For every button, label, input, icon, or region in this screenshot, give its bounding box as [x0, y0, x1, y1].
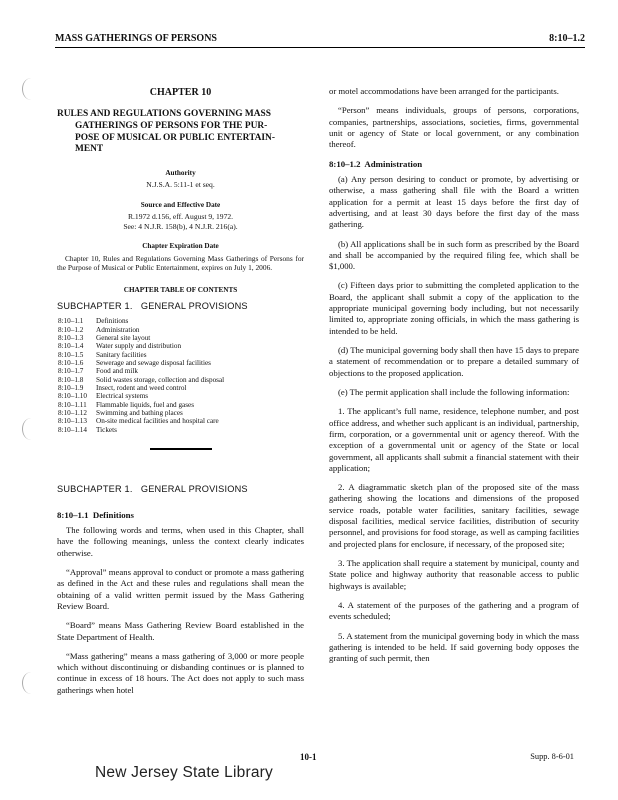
punch-hole-mark	[22, 418, 40, 440]
source-line: R.1972 d.156, eff. August 9, 1972.	[127, 212, 234, 222]
expiration-heading: Chapter Expiration Date	[142, 242, 219, 251]
paragraph: (b) All applications shall be in such form as prescribed by the Board and shall be accompanied by the required filing fee, which shall be $1,000.	[329, 238, 579, 272]
paragraph: (d) The municipal governing body shall then have 15 days to prepare a statement of recommendation or to prepare a detailed summary of objections to the proposed application.	[329, 345, 579, 378]
list-item: 4. A statement of the purposes of the gathering and a program of events scheduled;	[329, 599, 579, 622]
toc-entry: 8:10–1.12 Swimming and bathing places	[58, 409, 183, 418]
authority-text: N.J.S.A. 5:11-1 et seq.	[146, 180, 215, 190]
running-head-title: MASS GATHERINGS OF PERSONS	[55, 33, 217, 44]
source-line: See: 4 N.J.R. 158(b), 4 N.J.R. 216(a).	[123, 221, 238, 231]
list-item: 2. A diagrammatic sketch plan of the proposed site of the mass gathering showing the locations and dimensions of the proposed service roads, potable water facilities, sanitary facilities, sewage disposal facilities, medical service facilities, distribution of security personnel, and provisions for food storage, as well as camping facilities and projected plans for enclosure, if necessary, of the proposed site;	[329, 482, 579, 549]
expiration-text: Chapter 10, Rules and Regulations Governing Mass Gatherings of Persons for the Purpose of Musical or Public Entertainment, expires on July 1, 2006.	[57, 253, 304, 272]
chapter-title-line: GATHERINGS OF PERSONS FOR THE PUR-	[75, 120, 268, 131]
toc-heading: CHAPTER TABLE OF CONTENTS	[123, 286, 238, 295]
toc-entry: 8:10–1.9 Insect, rodent and weed control	[58, 384, 187, 393]
subchapter-heading: SUBCHAPTER 1. GENERAL PROVISIONS	[57, 483, 248, 494]
supplement-date: Supp. 8-6-01	[530, 752, 574, 761]
toc-entry: 8:10–1.11 Flammable liquids, fuel and gases	[58, 400, 195, 409]
chapter-title-line: POSE OF MUSICAL OR PUBLIC ENTERTAIN-	[75, 132, 275, 143]
toc-subchapter: SUBCHAPTER 1. GENERAL PROVISIONS	[57, 301, 248, 312]
paragraph-continuation: or motel accommodations have been arranged for the participants.	[329, 86, 559, 96]
chapter-number: CHAPTER 10	[149, 87, 212, 98]
library-stamp: New Jersey State Library	[95, 764, 273, 781]
paragraph: (e) The permit application shall include the following information:	[338, 386, 570, 397]
source-heading: Source and Effective Date	[140, 200, 221, 209]
toc-entry: 8:10–1.14 Tickets	[58, 425, 117, 434]
running-head	[55, 30, 585, 48]
list-item: 5. A statement from the municipal governing body in which the mass gathering is intended to be held. If said governing body opposes the granting of such permit, then	[329, 630, 579, 664]
right-column	[329, 86, 579, 673]
chapter-title-line: RULES AND REGULATIONS GOVERNING MASS	[57, 109, 271, 119]
toc-entry: 8:10–1.8 Solid wastes storage, collection and disposal	[58, 375, 225, 384]
toc-entry: 8:10–1.4 Water supply and distribution	[58, 342, 182, 351]
left-column	[57, 86, 304, 704]
toc-entry: 8:10–1.5 Sanitary facilities	[58, 350, 147, 359]
list-item: 3. The application shall require a statement by municipal, county and State police and highway authority that reasonable access to public highways is available;	[329, 558, 579, 591]
toc-entry: 8:10–1.7 Food and milk	[58, 367, 138, 376]
list-item: 1. The applicant’s full name, residence, telephone number, and post office address, and whether such applicant is an individual, partnership, firm, corporation, or a governmental unit or agency thereof. With the exception of a governmental unit or agency of the State or local government, all applicants shall submit a financial statement with their application;	[329, 406, 579, 473]
toc-entry: 8:10–1.13 On-site medical facilities and hospital care	[58, 417, 219, 426]
toc-entry: 8:10–1.2 Administration	[58, 325, 140, 334]
punch-hole-mark	[22, 78, 40, 100]
toc-entry: 8:10–1.10 Electrical systems	[58, 392, 149, 401]
toc-entry: 8:10–1.1 Definitions	[58, 317, 129, 326]
paragraph: “Approval” means approval to conduct or promote a mass gathering as defined in the Act and these rules and regulations shall mean the obtaining of a valid written permit issued by the Mass Gathering Review Board.	[57, 566, 304, 611]
chapter-title-line: MENT	[75, 144, 104, 155]
section-divider	[150, 448, 212, 450]
punch-hole-mark	[22, 672, 40, 694]
toc-entry: 8:10–1.3 General site layout	[58, 334, 151, 343]
authority-heading: Authority	[165, 169, 196, 177]
page-number: 10-1	[300, 752, 317, 762]
paragraph: (a) Any person desiring to conduct or promote, by advertising or otherwise, a mass gathering shall file with the Board a written application for a permit at least 15 days before the first day of advertising, and at least 30 days before the first day of the mass gathering.	[329, 173, 579, 230]
running-head-section: 8:10–1.2	[549, 33, 585, 44]
paragraph: “Mass gathering” means a mass gathering of 3,000 or more people which without discontinuing or disbanding continues or is planned to continue in excess of 18 hours. The Act does not apply to such mass gatherings when hotel	[57, 650, 304, 695]
paragraph: “Person” means individuals, groups of persons, corporations, companies, partnerships, associations, societies, firms, governmental unit or agency of State or local government, or any combination thereof.	[329, 105, 579, 150]
toc-list	[58, 317, 224, 434]
paragraph: “Board” means Mass Gathering Review Board established in the State Department of Health.	[57, 620, 304, 642]
paragraph: (c) Fifteen days prior to submitting the completed application to the Board, the applicant shall submit a copy of the application to the appropriate municipal governing body including, but not necessarily limited to, appropriate zoning officials, in which the mass gathering is intended to be held.	[329, 280, 579, 336]
section-heading: 8:10–1.2 Administration	[329, 158, 423, 169]
chapter-title	[57, 109, 304, 156]
toc-entry: 8:10–1.6 Sewerage and sewage disposal facilities	[58, 359, 211, 368]
section-heading: 8:10–1.1 Definitions	[57, 509, 134, 520]
paragraph: The following words and terms, when used in this Chapter, shall have the following meanings, unless the context clearly indicates otherwise.	[57, 525, 304, 558]
